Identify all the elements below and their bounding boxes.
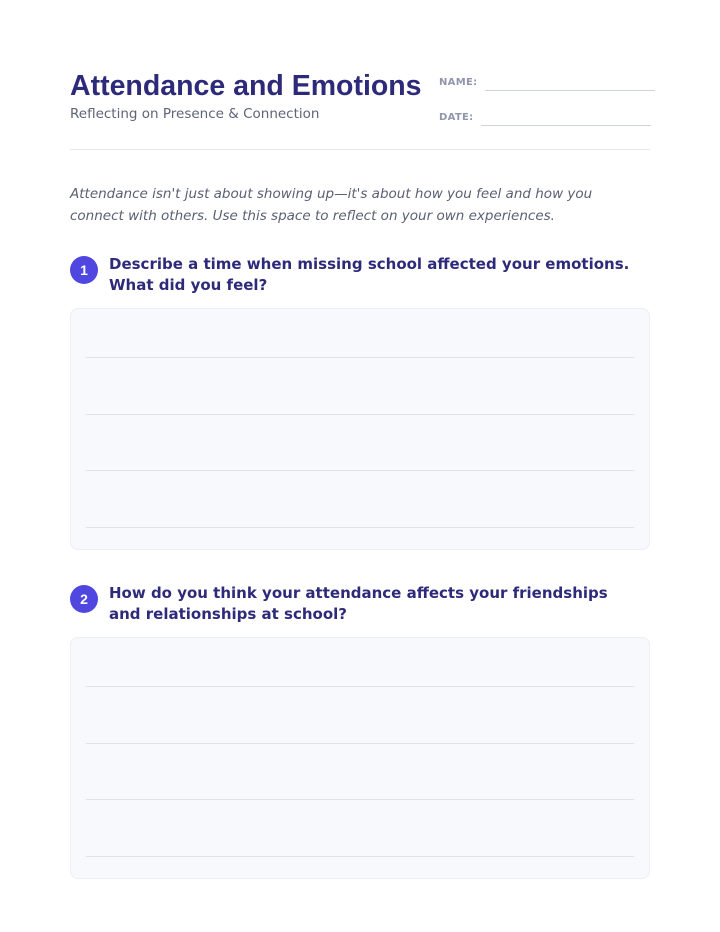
answer-box[interactable] (70, 308, 650, 550)
date-input-line[interactable] (481, 107, 651, 126)
writing-line (86, 743, 634, 744)
question-header (70, 254, 650, 306)
page-title: Attendance and Emotions (70, 70, 422, 102)
intro-text: Attendance isn't just about showing up—it's about how you feel and how you connect with others. Use this space to reflect on your own experiences. (70, 186, 593, 224)
question-header (70, 583, 650, 635)
page-subtitle: Reflecting on Presence & Connection (70, 106, 320, 122)
answer-box[interactable] (70, 637, 650, 879)
question-1 (70, 254, 650, 306)
name-label: NAME: (439, 77, 478, 88)
writing-line (86, 856, 634, 857)
writing-line (86, 686, 634, 687)
date-field (439, 107, 651, 126)
question-text: Describe a time when missing school affected your emotions. What did you feel? (109, 255, 630, 294)
question-number-badge: 1 (70, 256, 98, 284)
question-2 (70, 583, 650, 635)
writing-line (86, 470, 634, 471)
writing-line (86, 527, 634, 528)
name-field (439, 72, 655, 91)
worksheet-header (70, 0, 650, 150)
name-input-line[interactable] (485, 72, 655, 91)
date-label: DATE: (439, 112, 474, 123)
question-text: How do you think your attendance affects your friendships and relationships at school? (109, 584, 608, 623)
writing-line (86, 799, 634, 800)
question-number-badge: 2 (70, 585, 98, 613)
writing-line (86, 357, 634, 358)
writing-line (86, 414, 634, 415)
